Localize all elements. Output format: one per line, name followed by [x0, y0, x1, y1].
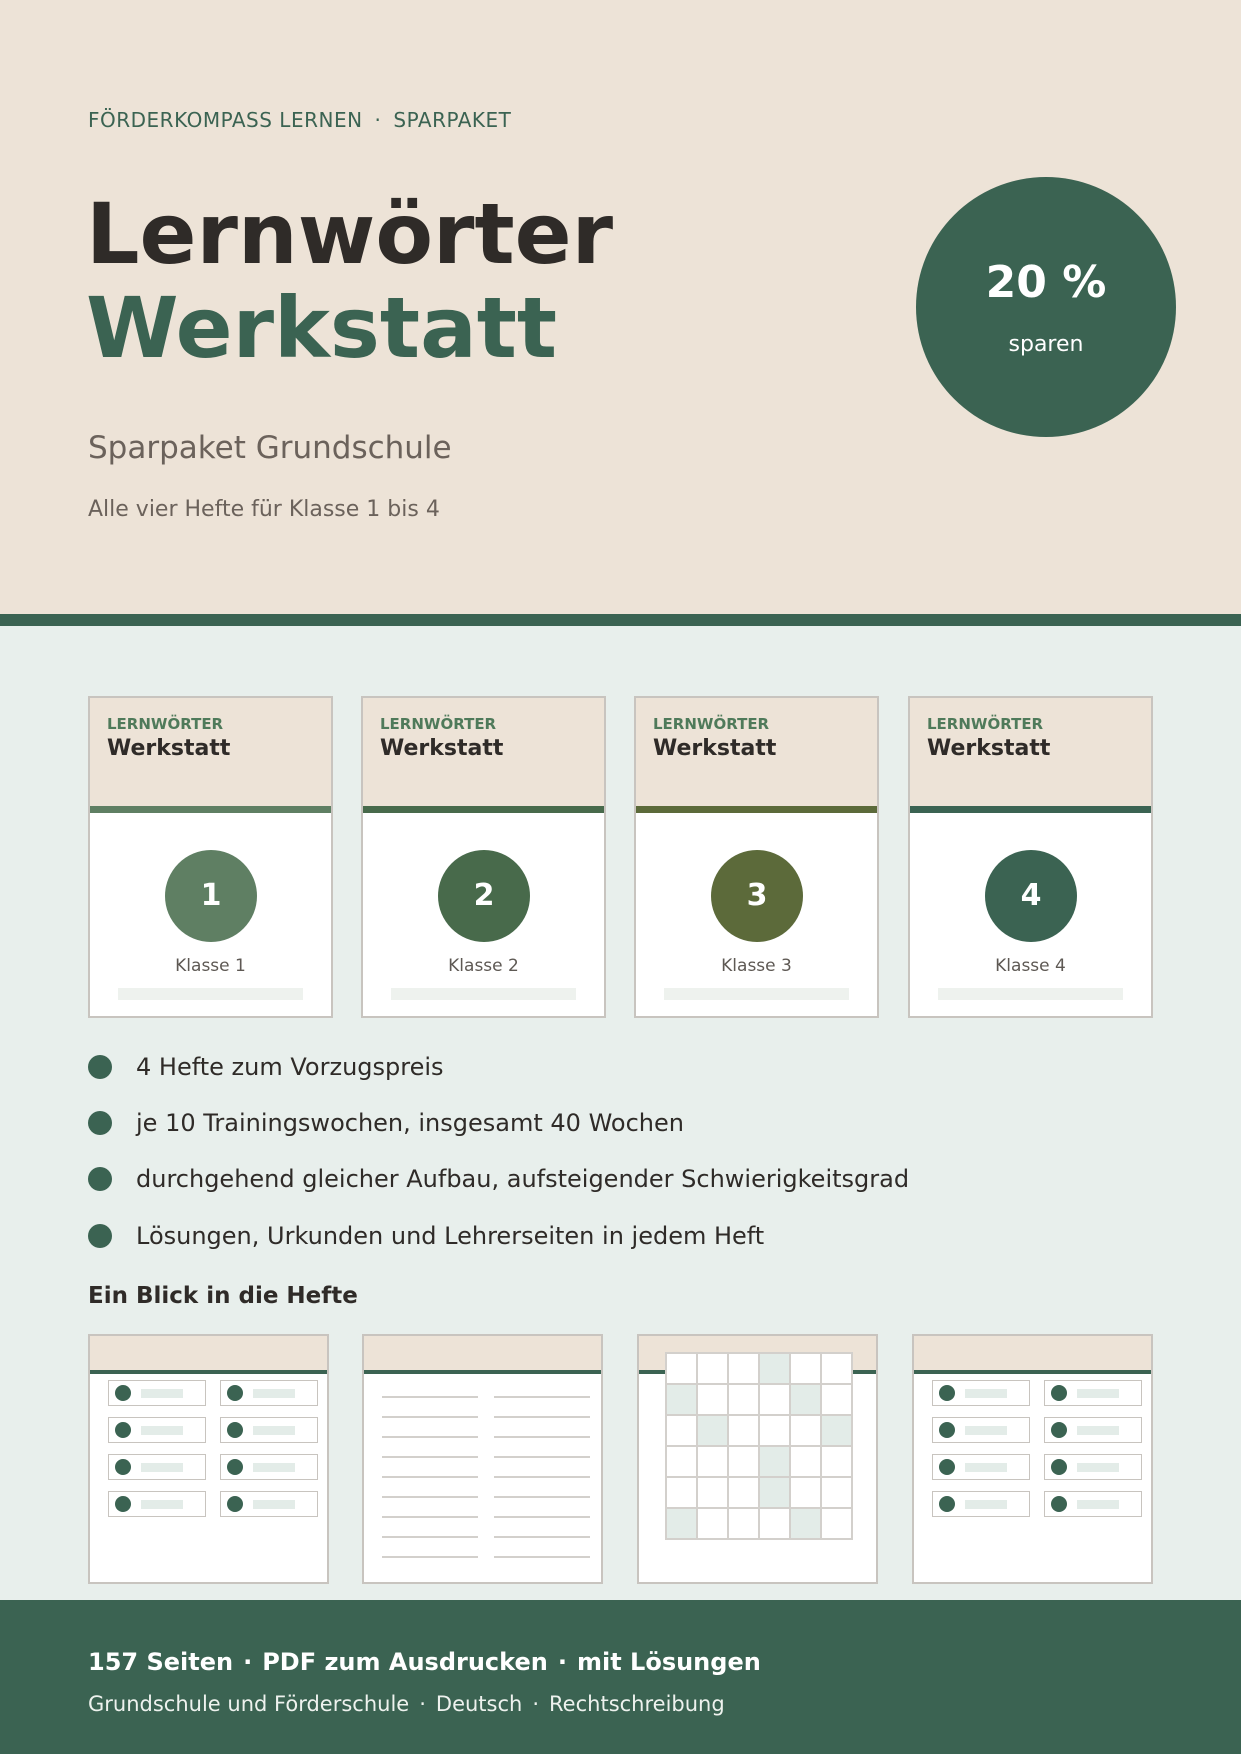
chip-line	[253, 1500, 295, 1509]
cover-row	[88, 696, 1153, 1018]
chip-dot-icon	[115, 1459, 131, 1475]
footer-separator: ·	[243, 1648, 253, 1676]
cover-strip	[391, 988, 576, 1000]
chip-line	[141, 1500, 183, 1509]
grid-cell	[759, 1508, 790, 1539]
chip	[1044, 1454, 1142, 1480]
feature-text: durchgehend gleicher Aufbau, aufsteigender Schwierigkeitsgrad	[136, 1165, 910, 1193]
header-section	[0, 0, 1241, 614]
cover-klasse-2	[361, 696, 606, 1018]
grid-cell	[728, 1446, 759, 1477]
writing-line	[494, 1556, 590, 1558]
chip	[108, 1491, 206, 1517]
cover-number: 2	[438, 850, 530, 942]
title-line-1: Lernwörter	[86, 185, 614, 283]
cover-bar	[90, 806, 331, 813]
chip-dot-icon	[939, 1422, 955, 1438]
cover-strip	[664, 988, 849, 1000]
chip-line	[141, 1389, 183, 1398]
chip-line	[965, 1426, 1007, 1435]
footer-format: PDF zum Ausdrucken	[262, 1648, 548, 1676]
cover-strip	[118, 988, 303, 1000]
chip-line	[965, 1389, 1007, 1398]
writing-line	[382, 1456, 478, 1458]
footer-school: Grundschule und Förderschule	[88, 1692, 410, 1716]
description: Alle vier Hefte für Klasse 1 bis 4	[88, 497, 440, 522]
grid-cell	[790, 1446, 821, 1477]
preview-head	[364, 1336, 601, 1370]
discount-badge	[916, 177, 1176, 437]
writing-line	[382, 1436, 478, 1438]
kicker-brand: FÖRDERKOMPASS LERNEN	[88, 108, 363, 132]
cover-klasse-1	[88, 696, 333, 1018]
writing-line	[494, 1516, 590, 1518]
chip	[1044, 1417, 1142, 1443]
cover-brand: LERNWÖRTER	[653, 715, 770, 733]
footer-pages: 157 Seiten	[88, 1648, 234, 1676]
preview-page-2	[362, 1334, 603, 1584]
chip	[932, 1454, 1030, 1480]
chip-dot-icon	[939, 1459, 955, 1475]
footer-separator: ·	[419, 1692, 426, 1716]
chip-line	[253, 1389, 295, 1398]
chip-line	[141, 1463, 183, 1472]
cover-number: 4	[985, 850, 1077, 942]
chip-line	[141, 1426, 183, 1435]
grid-cell	[728, 1353, 759, 1384]
cover-head	[363, 698, 604, 806]
grid-cell	[697, 1508, 728, 1539]
chip-line	[965, 1463, 1007, 1472]
footer-separator: ·	[557, 1648, 567, 1676]
footer-line-1	[88, 1648, 761, 1676]
section-divider	[0, 614, 1241, 626]
grid-cell	[728, 1508, 759, 1539]
chip-dot-icon	[1051, 1422, 1067, 1438]
cover-brand: LERNWÖRTER	[107, 715, 224, 733]
cover-bar	[636, 806, 877, 813]
grid-cell	[821, 1477, 852, 1508]
cover-head	[910, 698, 1151, 806]
grid-cell	[821, 1353, 852, 1384]
preview-bar	[364, 1370, 601, 1374]
cover-brand: LERNWÖRTER	[380, 715, 497, 733]
cover-klasse: Klasse 1	[175, 956, 246, 976]
chip-line	[253, 1463, 295, 1472]
cover-strip	[938, 988, 1123, 1000]
kicker-separator: ·	[374, 108, 382, 132]
chip	[932, 1417, 1030, 1443]
footer-solutions: mit Lösungen	[576, 1648, 761, 1676]
cover-head	[636, 698, 877, 806]
grid-cell	[666, 1446, 697, 1477]
chip-dot-icon	[115, 1385, 131, 1401]
chip	[108, 1454, 206, 1480]
chip-dot-icon	[227, 1385, 243, 1401]
grid-cell	[759, 1384, 790, 1415]
grid-cell	[697, 1446, 728, 1477]
grid-cell	[666, 1384, 697, 1415]
writing-line	[382, 1476, 478, 1478]
discount-label: sparen	[1008, 332, 1084, 357]
cover-klasse-4	[908, 696, 1153, 1018]
chip-line	[1077, 1389, 1119, 1398]
chip-line	[1077, 1426, 1119, 1435]
grid-cell	[697, 1384, 728, 1415]
subtitle: Sparpaket Grundschule	[88, 430, 452, 466]
kicker-tag: SPARPAKET	[393, 108, 512, 132]
feature-text: Lösungen, Urkunden und Lehrerseiten in jedem Heft	[136, 1222, 765, 1250]
cover-brand: LERNWÖRTER	[927, 715, 1044, 733]
footer	[0, 1600, 1241, 1754]
footer-subject: Deutsch	[435, 1692, 523, 1716]
footer-topic: Rechtschreibung	[549, 1692, 725, 1716]
cover-klasse-3	[634, 696, 879, 1018]
chip	[1044, 1380, 1142, 1406]
grid-cell	[666, 1508, 697, 1539]
grid-cell	[666, 1415, 697, 1446]
cover-klasse: Klasse 2	[448, 956, 519, 976]
chip	[108, 1417, 206, 1443]
grid-cell	[790, 1415, 821, 1446]
grid-cell	[790, 1477, 821, 1508]
preview-bar	[914, 1370, 1151, 1374]
chip-dot-icon	[939, 1496, 955, 1512]
footer-line-2	[88, 1692, 725, 1716]
cover-head	[90, 698, 331, 806]
grid-cell	[759, 1353, 790, 1384]
cover-name: Werkstatt	[653, 736, 777, 761]
preview-head	[914, 1336, 1151, 1370]
chip-dot-icon	[939, 1385, 955, 1401]
chip	[108, 1380, 206, 1406]
chip-dot-icon	[227, 1459, 243, 1475]
preview-head	[90, 1336, 327, 1370]
writing-line	[382, 1416, 478, 1418]
chip	[220, 1417, 318, 1443]
bullet-dot-icon	[88, 1167, 112, 1191]
footer-separator: ·	[532, 1692, 540, 1716]
chip-dot-icon	[115, 1422, 131, 1438]
grid-cell	[821, 1384, 852, 1415]
grid-cell	[821, 1446, 852, 1477]
grid-cell	[728, 1384, 759, 1415]
grid-cell	[666, 1353, 697, 1384]
grid-cell	[728, 1477, 759, 1508]
preview-page-1	[88, 1334, 329, 1584]
grid-cell	[728, 1415, 759, 1446]
grid-cell	[790, 1353, 821, 1384]
writing-line	[382, 1396, 478, 1398]
grid-cell	[666, 1477, 697, 1508]
kicker	[88, 108, 511, 132]
grid-cell	[821, 1508, 852, 1539]
cover-klasse: Klasse 4	[995, 956, 1066, 976]
chip-dot-icon	[1051, 1385, 1067, 1401]
grid-cell	[697, 1415, 728, 1446]
grid-cell	[759, 1446, 790, 1477]
preview-bar	[90, 1370, 327, 1374]
writing-line	[382, 1516, 478, 1518]
grid-cell	[790, 1384, 821, 1415]
writing-line	[494, 1416, 590, 1418]
chip-dot-icon	[115, 1496, 131, 1512]
grid-cell	[697, 1477, 728, 1508]
cover-number: 1	[165, 850, 257, 942]
feature-text: 4 Hefte zum Vorzugspreis	[136, 1053, 444, 1081]
preview-page-4	[912, 1334, 1153, 1584]
word-grid	[665, 1352, 853, 1540]
writing-line	[382, 1556, 478, 1558]
grid-cell	[697, 1353, 728, 1384]
chip	[220, 1380, 318, 1406]
bullet-dot-icon	[88, 1111, 112, 1135]
cover-name: Werkstatt	[927, 736, 1051, 761]
chip-line	[1077, 1500, 1119, 1509]
discount-value: 20 %	[985, 257, 1107, 308]
chip-dot-icon	[227, 1422, 243, 1438]
writing-line	[494, 1436, 590, 1438]
bullet-dot-icon	[88, 1055, 112, 1079]
writing-line	[494, 1396, 590, 1398]
writing-line	[494, 1476, 590, 1478]
feature-text: je 10 Trainingswochen, insgesamt 40 Wochen	[136, 1109, 684, 1137]
preview-page-3	[637, 1334, 878, 1584]
cover-name: Werkstatt	[107, 736, 231, 761]
writing-line	[494, 1496, 590, 1498]
chip-line	[965, 1500, 1007, 1509]
chip-dot-icon	[227, 1496, 243, 1512]
preview-heading: Ein Blick in die Hefte	[88, 1283, 358, 1309]
chip	[932, 1380, 1030, 1406]
chip-dot-icon	[1051, 1459, 1067, 1475]
chip-line	[1077, 1463, 1119, 1472]
chip-dot-icon	[1051, 1496, 1067, 1512]
cover-number: 3	[711, 850, 803, 942]
grid-cell	[821, 1415, 852, 1446]
cover-bar	[363, 806, 604, 813]
writing-line	[382, 1536, 478, 1538]
grid-cell	[759, 1415, 790, 1446]
cover-klasse: Klasse 3	[721, 956, 792, 976]
chip	[932, 1491, 1030, 1517]
grid-cell	[790, 1508, 821, 1539]
cover-name: Werkstatt	[380, 736, 504, 761]
writing-line	[494, 1536, 590, 1538]
chip	[220, 1454, 318, 1480]
chip-line	[253, 1426, 295, 1435]
title-line-2: Werkstatt	[86, 279, 558, 377]
grid-cell	[759, 1477, 790, 1508]
chip	[1044, 1491, 1142, 1517]
writing-line	[494, 1456, 590, 1458]
cover-bar	[910, 806, 1151, 813]
bullet-dot-icon	[88, 1224, 112, 1248]
writing-line	[382, 1496, 478, 1498]
chip	[220, 1491, 318, 1517]
